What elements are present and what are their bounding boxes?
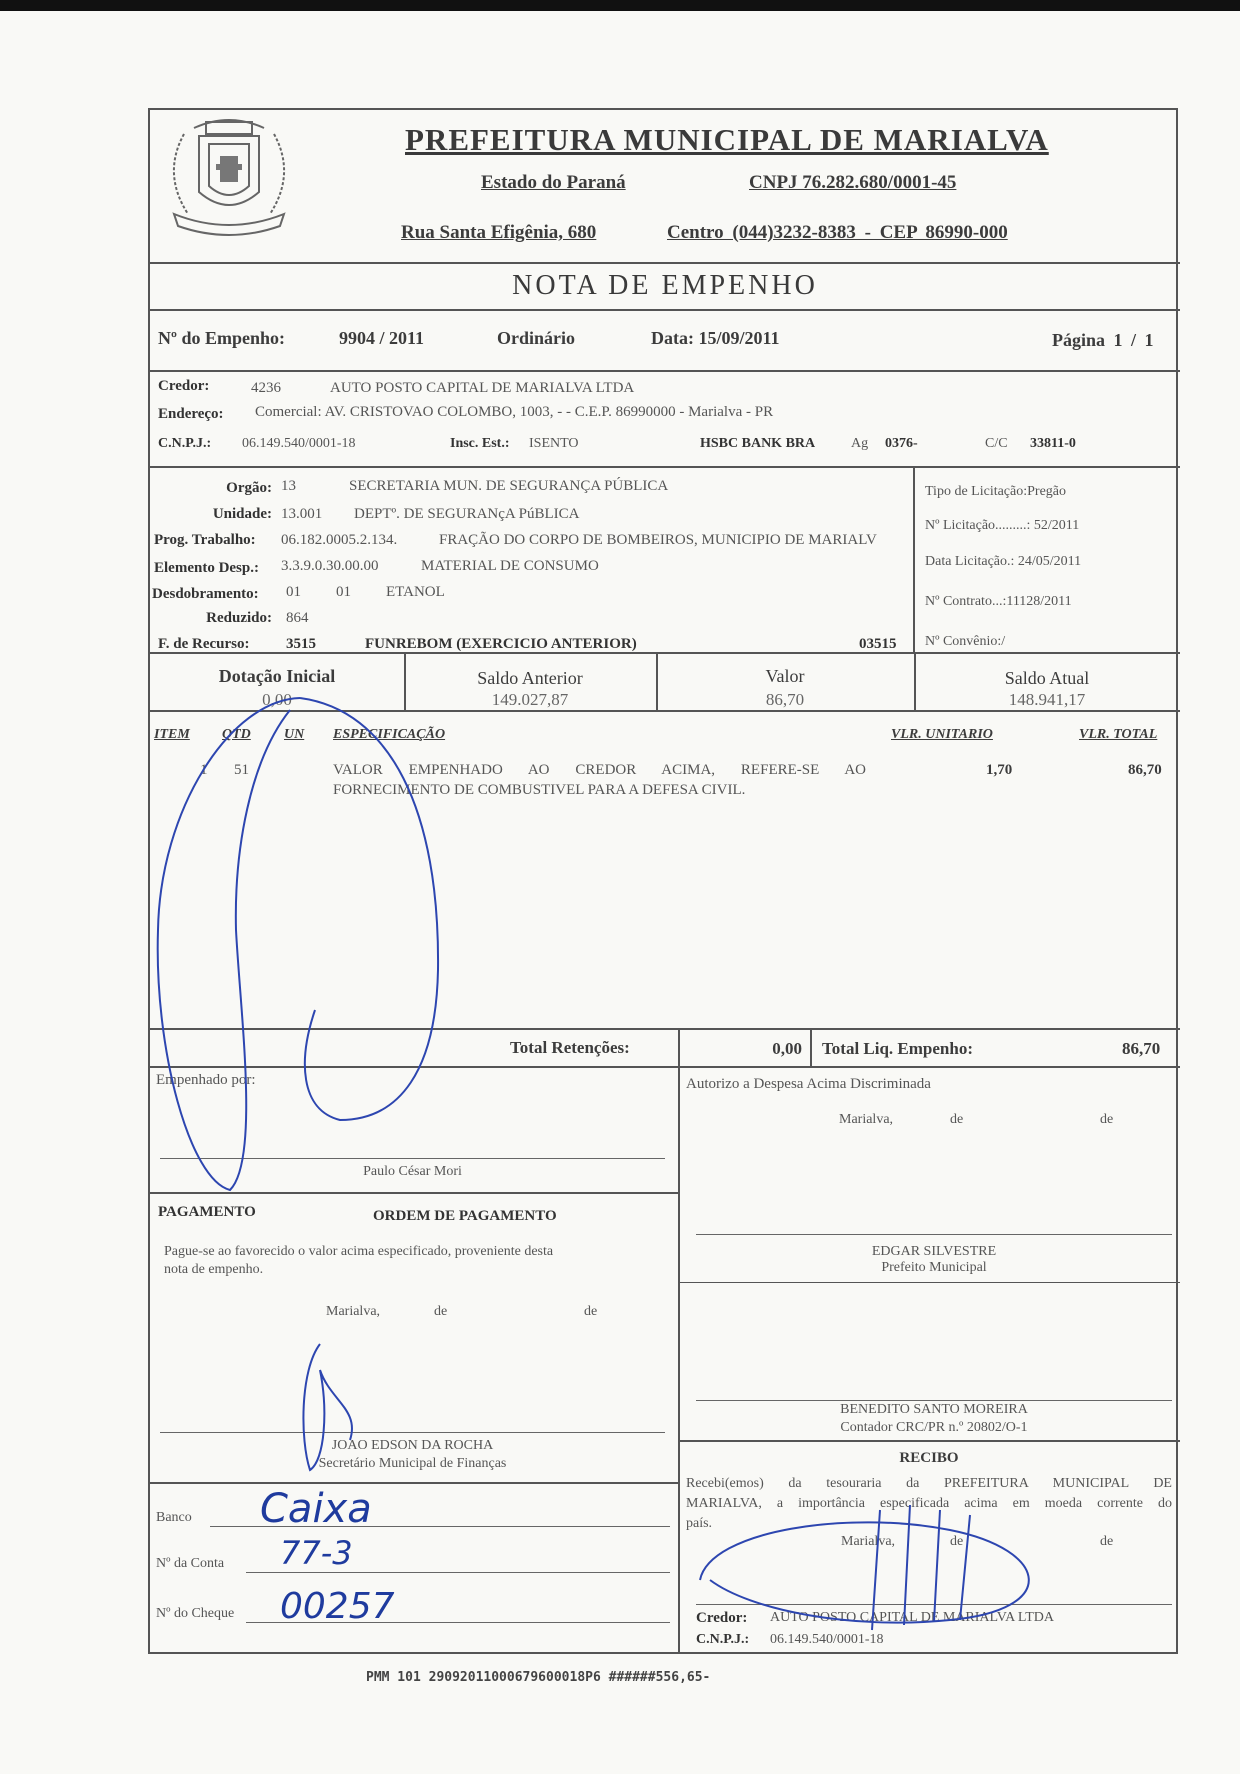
address-label: Endereço: (158, 406, 224, 422)
convenio-numero: Nº Convênio:/ (925, 634, 1006, 649)
cc-number: 33811-0 (1030, 436, 1076, 451)
pagamento-city: Marialva, (326, 1304, 381, 1319)
document-title: NOTA DE EMPENHO (512, 270, 818, 301)
credor-cnpj-label: C.N.P.J.: (158, 436, 212, 451)
contador-name: BENEDITO SANTO MOREIRA (840, 1402, 1028, 1417)
document-frame (148, 108, 1178, 1654)
item-number: 1 (200, 762, 208, 778)
item-qtd: 51 (234, 762, 249, 778)
valor-value: 86,70 (765, 690, 805, 709)
credor-code: 4236 (251, 380, 281, 396)
col-item: ITEM (154, 727, 190, 742)
dotacao-label: Dotação Inicial (218, 666, 336, 686)
desdobramento-a: 01 (286, 584, 301, 600)
total-liq-label: Total Liq. Empenho: (822, 1039, 973, 1058)
recurso-name: FUNREBOM (EXERCICIO ANTERIOR) (365, 636, 637, 652)
recibo-credor-name: AUTO POSTO CAPITAL DE MARIALVA LTDA (770, 1610, 1054, 1625)
recibo-line1: Recebi(emos) da tesouraria da PREFEITURA MUNICIPAL DE (686, 1476, 1172, 1491)
credor-address: Comercial: AV. CRISTOVAO COLOMBO, 1003, - - C.E.P. 86990000 - Marialva - PR (255, 404, 774, 420)
autorizo-de-2: de (1100, 1112, 1114, 1127)
saldo-atual-label: Saldo Atual (1004, 668, 1090, 688)
page-number: Página 1 / 1 (1052, 330, 1154, 350)
total-liq-value: 86,70 (1122, 1039, 1161, 1058)
pagamento-text-line2: nota de empenho. (164, 1262, 264, 1277)
empenhado-label: Empenhado por: (156, 1072, 256, 1088)
total-retencoes-value: 0,00 (772, 1039, 802, 1058)
unidade-code: 13.001 (281, 506, 323, 522)
item-total-value: 86,70 (1128, 762, 1162, 778)
licitacao-tipo: Tipo de Licitação:Pregão (925, 484, 1067, 499)
item-description-line1: VALOR EMPENHADO AO CREDOR ACIMA, REFERE-SE AO (333, 762, 866, 778)
empenhado-name: Paulo César Mori (363, 1164, 462, 1179)
credor-label: Credor: (158, 378, 210, 394)
municipality-address: Rua Santa Efigênia, 680 (401, 222, 597, 243)
reduzido-label: Reduzido: (206, 610, 272, 626)
empenho-date: Data: 15/09/2011 (651, 328, 780, 348)
ordem-pagamento-title: ORDEM DE PAGAMENTO (373, 1208, 557, 1224)
recibo-city: Marialva, (841, 1534, 896, 1549)
recurso-number: 03515 (859, 636, 897, 652)
insc-value: ISENTO (529, 436, 579, 451)
prog-name: FRAÇÃO DO CORPO DE BOMBEIROS, MUNICIPIO DE MARIALV (439, 532, 877, 548)
col-vlr-total: VLR. TOTAL (1079, 727, 1158, 742)
municipality-cnpj: CNPJ 76.282.680/0001-45 (749, 172, 957, 193)
elemento-label: Elemento Desp.: (154, 560, 259, 576)
autorizo-de-1: de (950, 1112, 964, 1127)
col-qtd: QTD (222, 727, 251, 742)
pagamento-label: PAGAMENTO (158, 1204, 256, 1220)
col-vlr-unitario: VLR. UNITARIO (891, 727, 993, 742)
desdobramento-b: 01 (336, 584, 351, 600)
empenho-type: Ordinário (497, 328, 576, 348)
recibo-line3: país. (686, 1516, 713, 1531)
recibo-credor-label: Credor: (696, 1610, 748, 1626)
secretario-role: Secretário Municipal de Finanças (318, 1456, 507, 1471)
contrato-numero: Nº Contrato...:11128/2011 (925, 594, 1072, 609)
saldo-anterior-label: Saldo Anterior (477, 668, 583, 688)
bank-name: HSBC BANK BRA (700, 436, 816, 451)
municipality-contact: Centro (044)3232-8383 - CEP 86990-000 (667, 222, 1008, 243)
credor-name: AUTO POSTO CAPITAL DE MARIALVA LTDA (330, 380, 635, 396)
cc-label: C/C (985, 436, 1008, 451)
recibo-line2: MARIALVA, a importância especificada acima em moeda corrente do (686, 1496, 1172, 1511)
elemento-code: 3.3.9.0.30.00.00 (281, 558, 379, 574)
empenho-number-label: Nº do Empenho: (158, 328, 285, 348)
orgao-label: Orgão: (226, 480, 272, 496)
empenho-number: 9904 / 2011 (339, 328, 425, 348)
prog-label: Prog. Trabalho: (154, 532, 256, 548)
footer-code: PMM 101 29092011000679600018P6 ######556,65- (366, 1670, 711, 1685)
secretario-name: JOAO EDSON DA ROCHA (331, 1438, 494, 1453)
desdobramento-name: ETANOL (386, 584, 445, 600)
cheque-label: Nº do Cheque (156, 1606, 235, 1621)
item-description-line2: FORNECIMENTO DE COMBUSTIVEL PARA A DEFESA CIVIL. (333, 782, 746, 798)
recurso-label: F. de Recurso: (158, 636, 250, 652)
elemento-name: MATERIAL DE CONSUMO (421, 558, 599, 574)
licitacao-data: Data Licitação.: 24/05/2011 (925, 554, 1082, 569)
pagamento-text-line1: Pague-se ao favorecido o valor acima especificado, proveniente desta (164, 1244, 554, 1259)
autorizo-city: Marialva, (839, 1112, 894, 1127)
state-name: Estado do Paraná (481, 172, 626, 193)
orgao-name: SECRETARIA MUN. DE SEGURANÇA PÚBLICA (349, 478, 669, 494)
col-un: UN (284, 727, 305, 742)
orgao-code: 13 (281, 478, 296, 494)
valor-label: Valor (765, 666, 805, 686)
saldo-anterior-value: 149.027,87 (491, 690, 569, 709)
pagamento-de-2: de (584, 1304, 598, 1319)
col-especificacao: ESPECIFICAÇÃO (333, 727, 446, 742)
item-unit-value: 1,70 (986, 762, 1013, 778)
agency-label: Ag (851, 436, 869, 451)
recibo-de-1: de (950, 1534, 964, 1549)
desdobramento-label: Desdobramento: (152, 586, 259, 602)
recibo-cnpj-label: C.N.P.J.: (696, 1632, 750, 1647)
saldo-atual-value: 148.941,17 (1008, 690, 1086, 709)
scan-top-border (0, 0, 1240, 11)
handwritten-banco: Caixa (260, 1486, 372, 1532)
total-retencoes-label: Total Retenções: (510, 1038, 630, 1057)
agency-number: 0376- (885, 436, 918, 451)
unidade-name: DEPTº. DE SEGURANçA PúBLICA (354, 506, 580, 522)
unidade-label: Unidade: (212, 506, 272, 522)
autorizo-text: Autorizo a Despesa Acima Discriminada (686, 1076, 931, 1092)
licitacao-numero: Nº Licitação.........: 52/2011 (925, 518, 1080, 533)
insc-label: Insc. Est.: (450, 436, 510, 451)
handwritten-cheque: 00257 (280, 1586, 395, 1627)
recibo-cnpj: 06.149.540/0001-18 (770, 1632, 884, 1647)
handwritten-conta: 77-3 (280, 1534, 353, 1572)
recibo-title: RECIBO (899, 1450, 959, 1466)
contador-role: Contador CRC/PR n.º 20802/O-1 (840, 1420, 1028, 1435)
handwritten-signatures (150, 110, 1180, 1656)
reduzido-value: 864 (286, 610, 309, 626)
page-title: PREFEITURA MUNICIPAL DE MARIALVA (405, 122, 1049, 157)
recibo-de-2: de (1100, 1534, 1114, 1549)
prefeito-name: EDGAR SILVESTRE (871, 1244, 997, 1259)
prefeito-role: Prefeito Municipal (881, 1260, 987, 1275)
credor-cnpj: 06.149.540/0001-18 (242, 436, 356, 451)
pagamento-de-1: de (434, 1304, 448, 1319)
banco-label: Banco (156, 1510, 192, 1525)
prog-code: 06.182.0005.2.134. (281, 532, 398, 548)
recurso-code: 3515 (286, 636, 316, 652)
conta-label: Nº da Conta (156, 1556, 225, 1571)
dotacao-value: 0,00 (262, 690, 292, 709)
